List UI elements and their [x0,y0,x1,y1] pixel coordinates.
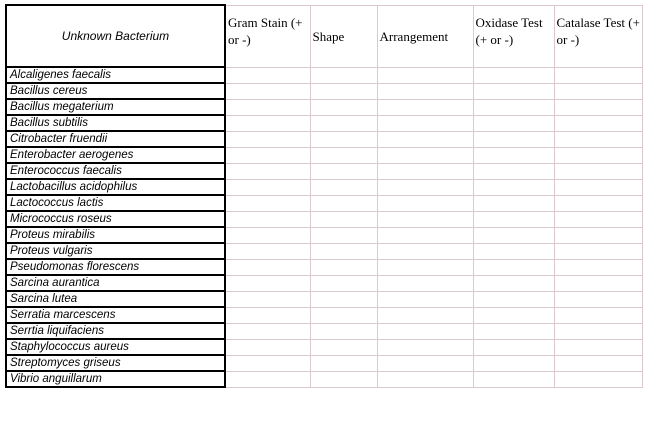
catalase-test-cell[interactable] [554,339,642,355]
gram-stain-cell[interactable] [225,211,310,227]
oxidase-test-cell[interactable] [473,83,554,99]
header-gram-stain: Gram Stain (+ or -) [225,5,310,67]
oxidase-test-cell[interactable] [473,307,554,323]
catalase-test-cell[interactable] [554,115,642,131]
table-row [6,147,642,163]
oxidase-test-cell[interactable] [473,115,554,131]
arrangement-cell[interactable] [377,323,473,339]
catalase-test-cell[interactable] [554,323,642,339]
oxidase-test-cell[interactable] [473,195,554,211]
shape-cell[interactable] [310,131,377,147]
table-row [6,243,642,259]
catalase-test-cell[interactable] [554,147,642,163]
shape-cell[interactable] [310,147,377,163]
bacterium-name-cell: Vibrio anguillarum [6,371,225,387]
shape-cell[interactable] [310,291,377,307]
oxidase-test-cell[interactable] [473,211,554,227]
table-row [6,179,642,195]
catalase-test-cell[interactable] [554,179,642,195]
oxidase-test-cell[interactable] [473,147,554,163]
gram-stain-cell[interactable] [225,339,310,355]
gram-stain-cell[interactable] [225,243,310,259]
gram-stain-cell[interactable] [225,131,310,147]
table-row [6,195,642,211]
table-row [6,115,642,131]
arrangement-cell[interactable] [377,195,473,211]
oxidase-test-cell[interactable] [473,259,554,275]
arrangement-cell[interactable] [377,275,473,291]
shape-cell[interactable] [310,115,377,131]
table-body [6,67,642,387]
oxidase-test-cell[interactable] [473,291,554,307]
shape-cell[interactable] [310,211,377,227]
catalase-test-cell[interactable] [554,83,642,99]
catalase-test-cell[interactable] [554,227,642,243]
table-row [6,131,642,147]
catalase-test-cell[interactable] [554,243,642,259]
gram-stain-cell[interactable] [225,195,310,211]
table-row [6,67,642,83]
table-row [6,211,642,227]
shape-cell[interactable] [310,243,377,259]
bacterium-name-cell: Staphylococcus aureus [6,339,225,355]
table-row [6,323,642,339]
arrangement-cell[interactable] [377,243,473,259]
shape-cell[interactable] [310,195,377,211]
gram-stain-cell[interactable] [225,355,310,371]
gram-stain-cell[interactable] [225,163,310,179]
bacterium-name-cell: Bacillus megaterium [6,99,225,115]
table-row [6,227,642,243]
header-shape: Shape [310,5,377,67]
gram-stain-cell[interactable] [225,307,310,323]
bacterium-name-cell: Micrococcus roseus [6,211,225,227]
shape-cell[interactable] [310,355,377,371]
arrangement-cell[interactable] [377,147,473,163]
oxidase-test-cell[interactable] [473,131,554,147]
gram-stain-cell[interactable] [225,115,310,131]
arrangement-cell[interactable] [377,115,473,131]
gram-stain-cell[interactable] [225,99,310,115]
bacterium-name-cell: Serratia marcescens [6,307,225,323]
oxidase-test-cell[interactable] [473,355,554,371]
bacterium-name-cell: Proteus vulgaris [6,243,225,259]
arrangement-cell[interactable] [377,355,473,371]
header-catalase-test: Catalase Test (+ or -) [554,5,642,67]
table-row [6,307,642,323]
bacterium-name-cell: Streptomyces griseus [6,355,225,371]
arrangement-cell[interactable] [377,259,473,275]
bacterium-name-cell: Serrtia liquifaciens [6,323,225,339]
arrangement-cell[interactable] [377,83,473,99]
shape-cell[interactable] [310,163,377,179]
bacteria-identification-table [5,4,643,388]
catalase-test-cell[interactable] [554,67,642,83]
shape-cell[interactable] [310,275,377,291]
table-row [6,339,642,355]
table-row [6,83,642,99]
bacterium-name-cell: Sarcina aurantica [6,275,225,291]
bacterium-name-cell: Lactococcus lactis [6,195,225,211]
bacterium-name-cell: Proteus mirabilis [6,227,225,243]
oxidase-test-cell[interactable] [473,99,554,115]
oxidase-test-cell[interactable] [473,323,554,339]
shape-cell[interactable] [310,307,377,323]
arrangement-cell[interactable] [377,227,473,243]
shape-cell[interactable] [310,99,377,115]
arrangement-cell[interactable] [377,131,473,147]
oxidase-test-cell[interactable] [473,163,554,179]
table-row [6,291,642,307]
bacteria-identification-table-wrapper [5,4,643,388]
catalase-test-cell[interactable] [554,195,642,211]
header-unknown-bacterium: Unknown Bacterium [6,5,225,67]
bacterium-name-cell: Lactobacillus acidophilus [6,179,225,195]
table-row [6,259,642,275]
oxidase-test-cell[interactable] [473,371,554,387]
bacterium-name-cell: Pseudomonas florescens [6,259,225,275]
gram-stain-cell[interactable] [225,227,310,243]
bacterium-name-cell: Alcaligenes faecalis [6,67,225,83]
table-row [6,355,642,371]
shape-cell[interactable] [310,259,377,275]
catalase-test-cell[interactable] [554,291,642,307]
catalase-test-cell[interactable] [554,163,642,179]
catalase-test-cell[interactable] [554,307,642,323]
oxidase-test-cell[interactable] [473,227,554,243]
oxidase-test-cell[interactable] [473,339,554,355]
arrangement-cell[interactable] [377,163,473,179]
header-row [6,5,642,67]
shape-cell[interactable] [310,227,377,243]
table-row [6,99,642,115]
table-row [6,275,642,291]
bacterium-name-cell: Enterococcus faecalis [6,163,225,179]
shape-cell[interactable] [310,339,377,355]
table-row [6,163,642,179]
gram-stain-cell[interactable] [225,67,310,83]
catalase-test-cell[interactable] [554,275,642,291]
bacterium-name-cell: Bacillus subtilis [6,115,225,131]
header-oxidase-test: Oxidase Test (+ or -) [473,5,554,67]
shape-cell[interactable] [310,323,377,339]
oxidase-test-cell[interactable] [473,179,554,195]
gram-stain-cell[interactable] [225,83,310,99]
bacterium-name-cell: Bacillus cereus [6,83,225,99]
arrangement-cell[interactable] [377,211,473,227]
gram-stain-cell[interactable] [225,275,310,291]
gram-stain-cell[interactable] [225,179,310,195]
table-row [6,371,642,387]
shape-cell[interactable] [310,67,377,83]
bacterium-name-cell: Citrobacter fruendii [6,131,225,147]
oxidase-test-cell[interactable] [473,243,554,259]
catalase-test-cell[interactable] [554,131,642,147]
catalase-test-cell[interactable] [554,371,642,387]
bacterium-name-cell: Sarcina lutea [6,291,225,307]
shape-cell[interactable] [310,83,377,99]
gram-stain-cell[interactable] [225,323,310,339]
header-arrangement: Arrangement [377,5,473,67]
oxidase-test-cell[interactable] [473,67,554,83]
catalase-test-cell[interactable] [554,211,642,227]
catalase-test-cell[interactable] [554,99,642,115]
oxidase-test-cell[interactable] [473,275,554,291]
shape-cell[interactable] [310,371,377,387]
gram-stain-cell[interactable] [225,291,310,307]
arrangement-cell[interactable] [377,99,473,115]
arrangement-cell[interactable] [377,339,473,355]
gram-stain-cell[interactable] [225,147,310,163]
gram-stain-cell[interactable] [225,371,310,387]
arrangement-cell[interactable] [377,307,473,323]
gram-stain-cell[interactable] [225,259,310,275]
arrangement-cell[interactable] [377,179,473,195]
shape-cell[interactable] [310,179,377,195]
catalase-test-cell[interactable] [554,355,642,371]
arrangement-cell[interactable] [377,371,473,387]
bacterium-name-cell: Enterobacter aerogenes [6,147,225,163]
arrangement-cell[interactable] [377,67,473,83]
catalase-test-cell[interactable] [554,259,642,275]
arrangement-cell[interactable] [377,291,473,307]
